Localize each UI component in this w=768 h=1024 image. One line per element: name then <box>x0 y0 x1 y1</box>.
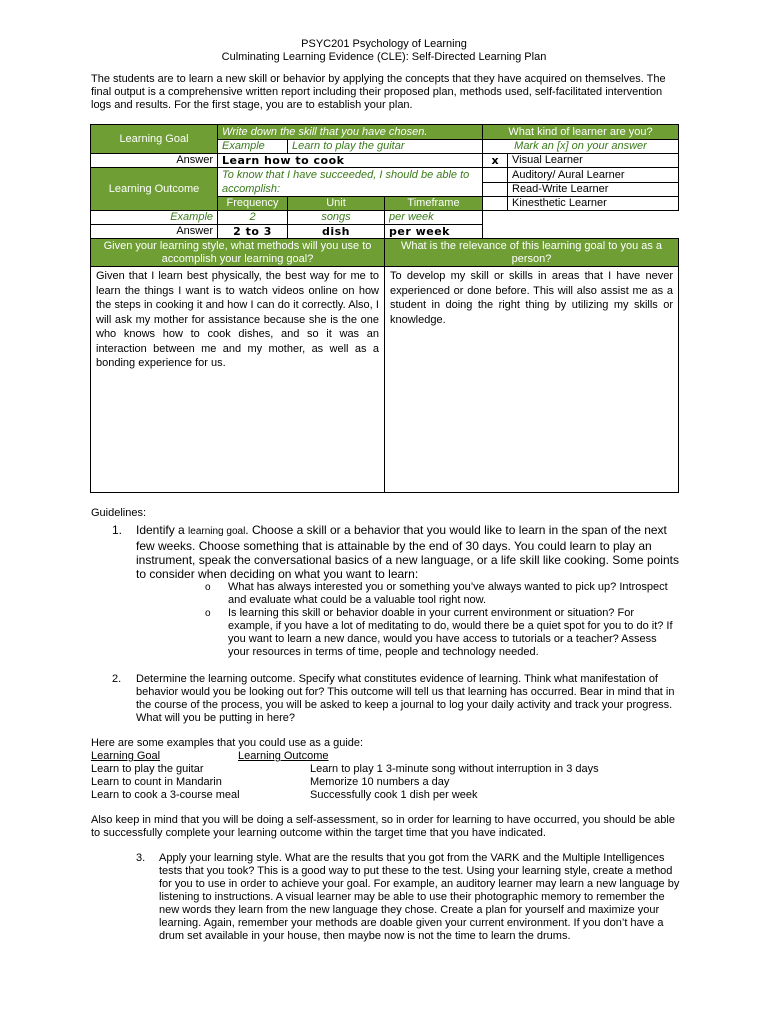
example-goal: Learn to play the guitar <box>91 763 204 775</box>
learner-type-visual: Visual Learner <box>508 154 679 168</box>
example-row <box>91 776 681 789</box>
goal-answer-label: Answer <box>91 154 218 168</box>
subpoint-text: Is learning this skill or behavior doable in your current environment or situation? For example, if you have a lot of meditating to do, would there be a quiet spot for you to do it? If you want to learn a new dance, would you have access to tutorials or a teacher? Assess your resources in terms of time, people and technology needed. <box>228 607 673 658</box>
guideline-item-3 <box>91 852 681 943</box>
item-number: 1. <box>112 523 123 537</box>
item-number: 3. <box>136 852 146 864</box>
learner-type-auditory: Auditory/ Aural Learner <box>508 168 679 183</box>
guideline-subpoint-1 <box>91 581 681 607</box>
guideline-item-1 <box>91 523 681 581</box>
outcome-instruction: To know that I have succeeded, I should be able to accomplish: <box>218 168 483 197</box>
outcome-answer-frequency: 2 to 3 <box>218 225 288 239</box>
goal-example: Learn to play the guitar <box>288 140 483 154</box>
subpoint-text: What has always interested you or something you’ve always wanted to pick up? Introspect and evaluate what could be a valuable tool right now. <box>228 581 668 606</box>
learner-type-readwrite: Read-Write Learner <box>508 183 679 197</box>
item-text-pre: Determine the <box>136 673 209 685</box>
outcome-answer-timeframe: per week <box>385 225 483 239</box>
guidelines-title: Guidelines: <box>91 507 147 519</box>
learner-mark-kinesthetic[interactable] <box>483 197 508 211</box>
methods-answer[interactable]: Given that I learn best physically, the best way for me to learn the things I want is to watch videos online on how the steps in cooking it and how I can do it correctly. Also, I will ask my mother for assistance because she is the one who knows how to cook dishes, and so it was an interaction between me and my mother, as well as a bonding experience for us. <box>91 267 385 493</box>
intro-paragraph: The students are to learn a new skill or behavior by applying the concepts that they have acquired on themselves. The final output is a comprehensive written report including their proposed plan, methods used, self-facilitated intervention logs and results. For the first stage, you are to establish your plan. <box>91 73 666 111</box>
example-outcome: Memorize 10 numbers a day <box>310 776 450 788</box>
item-text: . Specify what constitutes evidence of learning. Think what manifestation of behavior would you be looking out for? This outcome will tell us that learning has occurred. Bear in mind that in the course of the process, you will be asked to keep a journal to log your daily activity and track your progress. What will you be putting in here? <box>136 673 675 724</box>
learner-mark-readwrite[interactable] <box>483 183 508 197</box>
learning-goal-label: Learning Goal <box>91 125 218 154</box>
learning-plan-table <box>90 124 679 493</box>
learner-type-header: What kind of learner are you? <box>483 125 679 140</box>
relevance-question: What is the relevance of this learning goal to you as a person? <box>385 239 679 267</box>
goal-answer: Learn how to cook <box>218 154 483 168</box>
example-row <box>91 763 681 776</box>
examples-block <box>91 737 681 802</box>
goal-example-label: Example <box>218 140 288 154</box>
item-text: . Choose a skill or a behavior that you would like to learn in the span of the next few weeks. Choose something that is attainable by the end of 30 days. You could learn to play an instrument, speak the conversational basics of a new language, or a life skill like cooking. Some points to consider when deciding on what you want to learn: <box>136 523 679 581</box>
self-assessment-note: Also keep in mind that you will be doing a self-assessment, so in order for learning to have occurred, you should be able to successfully complete your learning outcome within the target time that you have indicated. <box>91 814 675 839</box>
example-outcome: Learn to play 1 3-minute song without interruption in 3 days <box>310 763 599 775</box>
learner-type-kinesthetic: Kinesthetic Learner <box>508 197 679 211</box>
learning-outcome-label: Learning Outcome <box>91 168 218 211</box>
learning-goal-term: learning goal <box>188 526 246 537</box>
empty-cell <box>483 211 679 239</box>
learner-instruction: Mark an [x] on your answer <box>483 140 679 154</box>
examples-goal-header: Learning Goal <box>91 750 161 762</box>
learner-mark-auditory[interactable] <box>483 168 508 183</box>
example-outcome: Successfully cook 1 dish per week <box>310 789 478 801</box>
item-number: 2. <box>112 673 122 685</box>
examples-header <box>91 750 681 763</box>
learner-mark-visual[interactable]: x <box>483 154 508 168</box>
examples-outcome-header: Learning Outcome <box>238 750 329 762</box>
goal-instruction: Write down the skill that you have chosen. <box>218 125 483 140</box>
outcome-example-frequency: 2 <box>218 211 288 225</box>
example-goal: Learn to count in Mandarin <box>91 776 222 788</box>
guideline-item-2 <box>91 673 681 725</box>
bullet-icon: o <box>205 608 211 619</box>
item-text: Apply your learning style. What are the results that you got from the VARK and the Multiple Intelligences tests that you took? This is a good way to put these to the test. Using your learning style, create a method for you to use in order to achieve your goal. For example, an auditory learner may learn a new language by listening to instructions. A visual learner may be able to use their photographic memory to remember the new words they learn from the new language they chose. Create a plan for yourself and maximize your learning. Again, remember your methods are doable given your current environment. If you don’t have a drum set available in your house, then maybe now is not the time to learn the drums. <box>159 852 680 942</box>
document-header <box>0 38 768 64</box>
course-title: PSYC201 Psychology of Learning <box>301 38 467 50</box>
col-timeframe: Timeframe <box>385 197 483 211</box>
guidelines-section <box>91 507 681 943</box>
examples-intro: Here are some examples that you could use as a guide: <box>91 737 364 749</box>
outcome-example-label: Example <box>91 211 218 225</box>
example-goal: Learn to cook a 3-course meal <box>91 789 240 801</box>
item-text-pre: Identify a <box>136 523 189 537</box>
col-frequency: Frequency <box>218 197 288 211</box>
outcome-answer-unit: dish <box>288 225 385 239</box>
outcome-answer-label: Answer <box>91 225 218 239</box>
outcome-example-unit: songs <box>288 211 385 225</box>
methods-question: Given your learning style, what methods will you use to accomplish your learning goal? <box>91 239 385 267</box>
guideline-subpoint-2 <box>91 607 681 659</box>
document-subtitle: Culminating Learning Evidence (CLE): Self-Directed Learning Plan <box>221 51 547 63</box>
relevance-answer[interactable]: To develop my skill or skills in areas that I have never experienced or done before. This will also assist me as a student in doing the right thing by utilizing my skills or knowledge. <box>385 267 679 493</box>
col-unit: Unit <box>288 197 385 211</box>
learning-outcome-term: learning outcome <box>208 673 293 685</box>
example-row <box>91 789 681 802</box>
outcome-example-timeframe: per week <box>385 211 483 225</box>
bullet-icon: o <box>205 582 211 593</box>
